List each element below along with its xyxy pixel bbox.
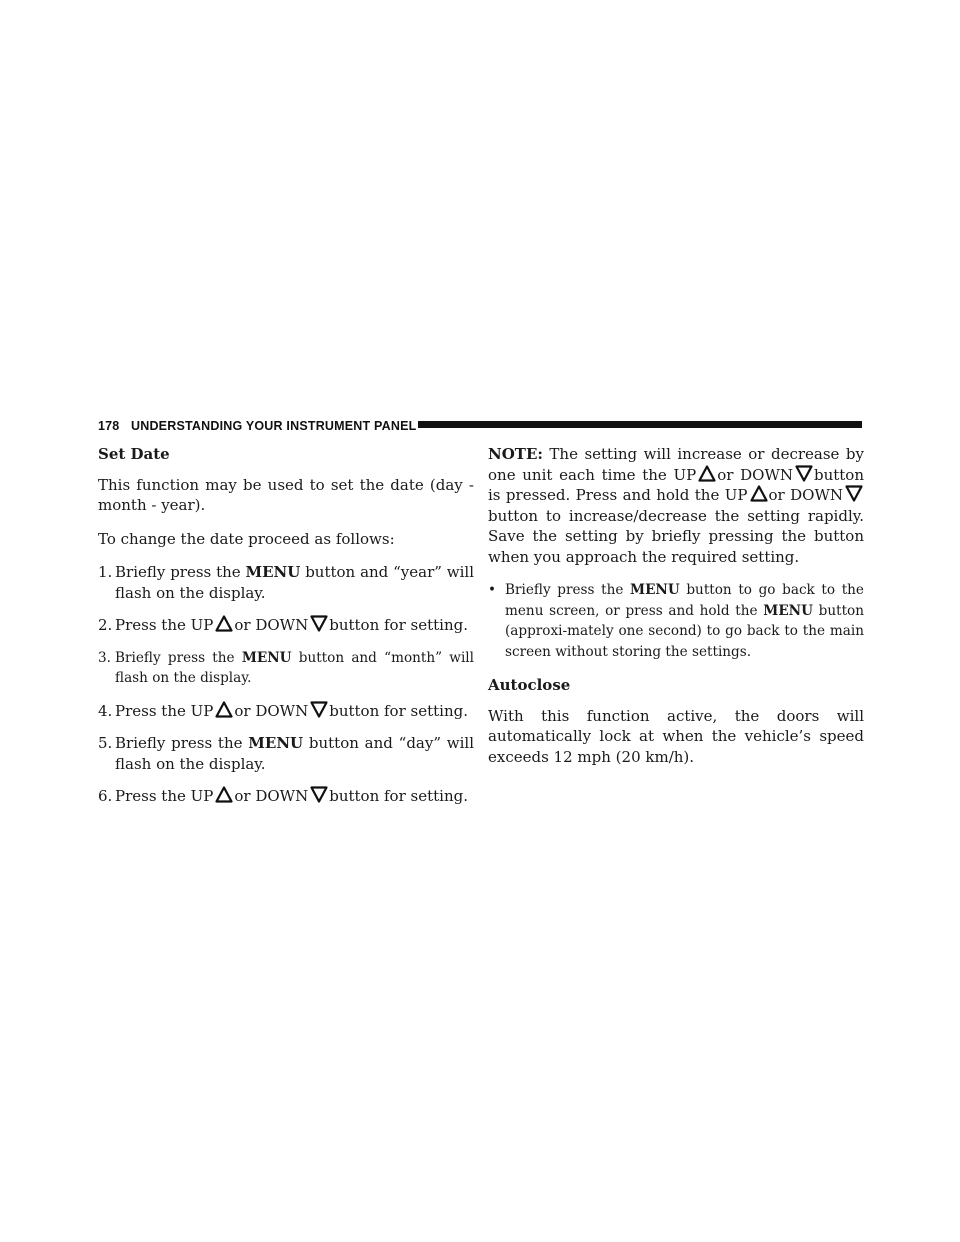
step-2: 2. Press the UP or DOWN button for setting. xyxy=(98,616,468,634)
down-arrow-icon xyxy=(310,701,328,718)
up-arrow-icon xyxy=(215,615,233,632)
menu-label: MENU xyxy=(245,563,301,581)
section-title: UNDERSTANDING YOUR INSTRUMENT PANEL xyxy=(131,419,417,433)
step-3: 3. Briefly press the MENU button and “month” will flash on the display. xyxy=(98,649,474,686)
autoclose-body: With this function active, the doors will automatically lock at when the vehicle’s speed exceeds 12 mph (20 km/h). xyxy=(488,706,864,766)
down-arrow-icon xyxy=(845,485,863,502)
step-1: 1. Briefly press the MENU button and “year” will flash on the display. xyxy=(98,563,475,602)
menu-label: MENU xyxy=(763,602,813,619)
menu-bullet: • Briefly press the MENU button to go back to the menu screen, or press and hold the MENU button (approxi-mately one second) to go back to the main screen without storing the settings. xyxy=(488,582,864,660)
menu-label: MENU xyxy=(248,734,304,752)
page-number: 178 xyxy=(98,419,120,433)
menu-label: MENU xyxy=(241,649,292,666)
left-column xyxy=(98,444,474,819)
down-arrow-icon xyxy=(310,615,328,632)
set-date-intro: This function may be used to set the date (day - month - year). xyxy=(98,475,474,514)
note-label: NOTE: xyxy=(488,445,543,463)
step-5: 5. Briefly press the MENU button and “day” will flash on the display. xyxy=(98,734,475,773)
note-paragraph: NOTE: The setting will increase or decrease by one unit each time the UP or DOWN button is pressed. Press and hold the UP or DOWN button to increase/decrease the setting rapidly. Save the setting by briefly pressing the button when you approach the required setting. xyxy=(488,445,864,566)
menu-label: MENU xyxy=(630,582,680,598)
up-arrow-icon xyxy=(698,465,716,482)
up-arrow-icon xyxy=(750,485,768,502)
step-4: 4. Press the UP or DOWN button for setting. xyxy=(98,701,468,720)
right-column xyxy=(488,444,864,780)
step-6: 6. Press the UP or DOWN button for setting. xyxy=(98,787,468,805)
autoclose-heading: Autoclose xyxy=(488,676,571,694)
header-rule xyxy=(418,421,862,428)
page-header xyxy=(0,418,960,438)
set-date-heading: Set Date xyxy=(98,445,170,463)
down-arrow-icon xyxy=(310,786,328,803)
set-date-lead: To change the date proceed as follows: xyxy=(98,529,395,548)
bullet-icon: • xyxy=(488,582,497,598)
up-arrow-icon xyxy=(215,786,233,803)
up-arrow-icon xyxy=(215,701,233,718)
down-arrow-icon xyxy=(795,465,813,482)
